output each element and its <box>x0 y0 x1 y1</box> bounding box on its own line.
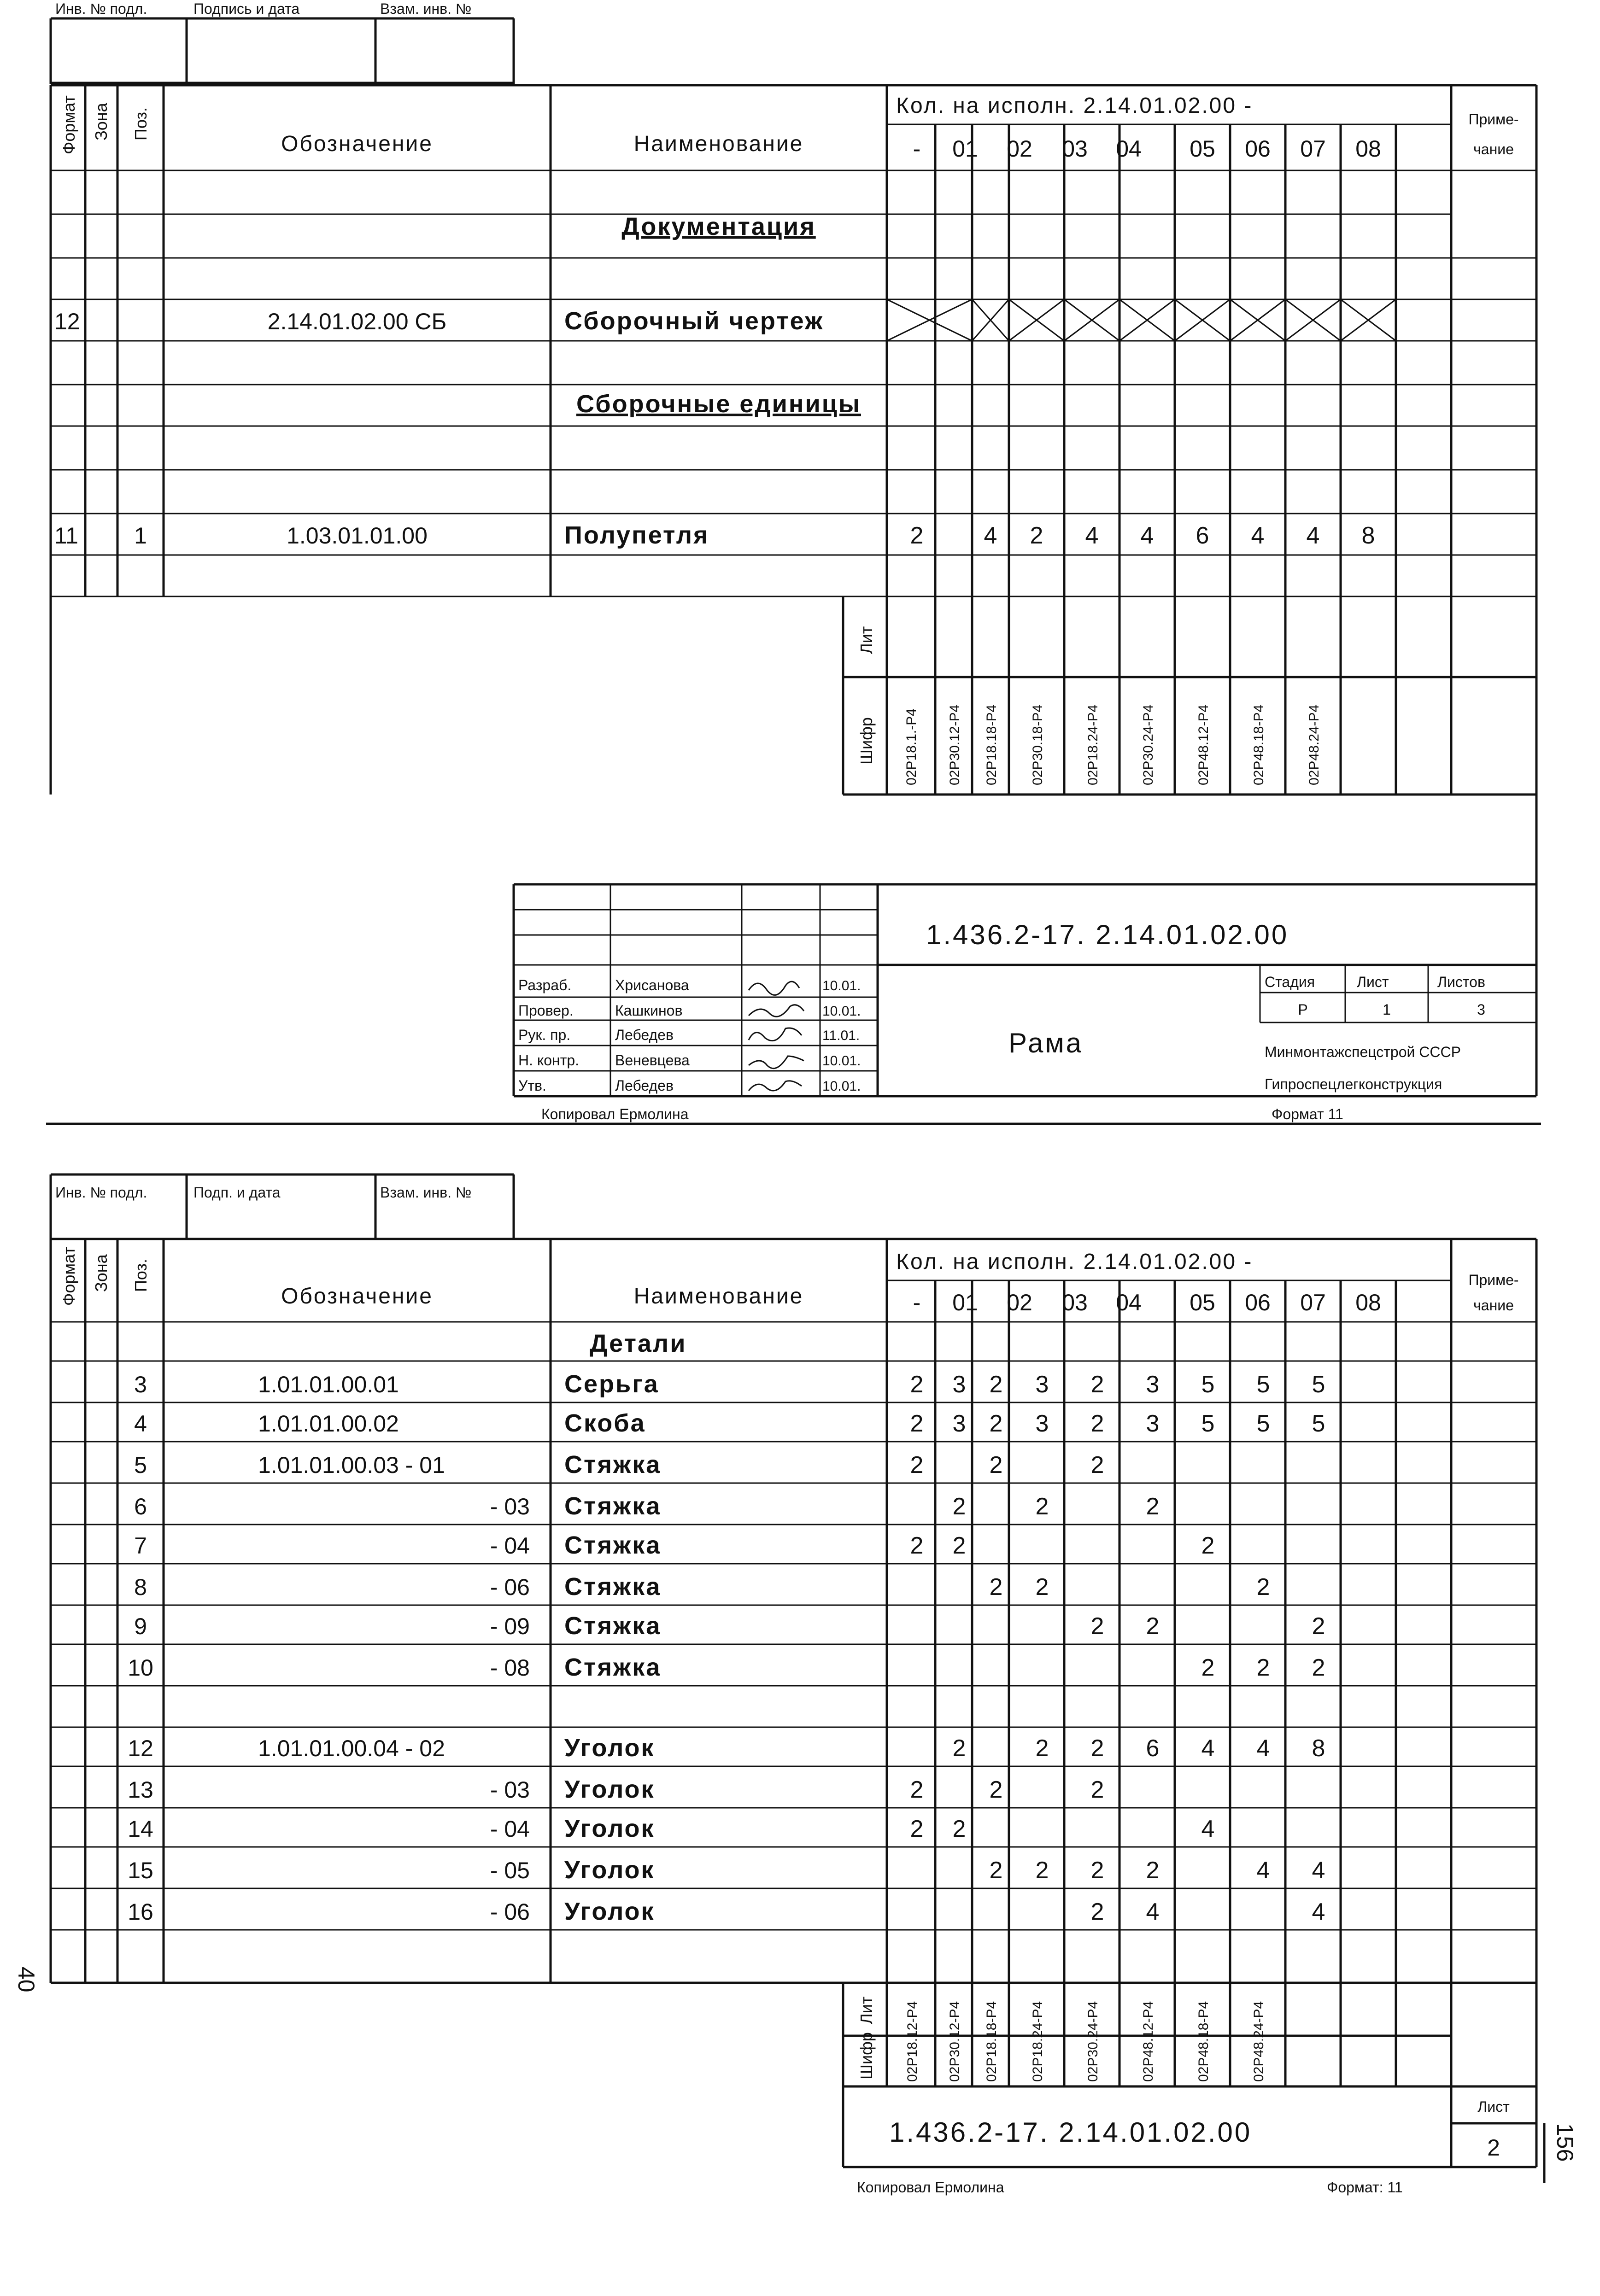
sheet-1 <box>46 0 1541 1124</box>
date-utv: 10.01. <box>822 1079 861 1094</box>
part-qty: 2 <box>1146 1857 1160 1884</box>
part-name: Стяжка <box>564 1573 662 1601</box>
assembly-qty-05: 6 <box>1196 522 1209 549</box>
variant-02: 02 <box>1007 136 1032 162</box>
hdr-zone: Зона <box>92 103 111 140</box>
assembly-qty-08: 8 <box>1361 522 1375 549</box>
page-number: 156 <box>1552 2123 1578 2162</box>
cipher-1-07: 02Р48.18-Р4 <box>1251 704 1266 785</box>
part-qty: 4 <box>1146 1899 1160 1925</box>
variant2-05: 05 <box>1190 1290 1215 1315</box>
doc-row <box>54 299 1396 341</box>
variant-08: 08 <box>1355 136 1381 162</box>
doc-row-format: 12 <box>54 309 80 334</box>
hdr-name: Наименование <box>633 132 804 156</box>
part-pos: 4 <box>134 1411 147 1437</box>
part-qty: 4 <box>1312 1857 1325 1884</box>
sheets-label: Листов <box>1437 974 1485 990</box>
role-utv: Утв. <box>518 1077 546 1094</box>
part-qty: 2 <box>1256 1574 1270 1601</box>
part-qty: 3 <box>952 1410 966 1437</box>
assembly-qty-06: 4 <box>1251 522 1265 549</box>
part-qty: 2 <box>1201 1532 1215 1559</box>
part-qty: 2 <box>910 1776 924 1803</box>
hdr2-zone: Зона <box>92 1254 111 1292</box>
hdr2-qty-title: Кол. на исполн. 2.14.01.02.00 - <box>896 1250 1253 1274</box>
part-qty: 2 <box>910 1452 924 1478</box>
hdr-note-1: Приме- <box>1468 111 1519 128</box>
cipher-1-05: 02Р30.24-Р4 <box>1141 704 1156 785</box>
title-block-1 <box>514 795 1536 1096</box>
part-pos: 16 <box>128 1899 153 1925</box>
part-qty: 3 <box>1146 1371 1160 1398</box>
cipher-1-03: 02Р30.18-Р4 <box>1030 704 1045 785</box>
part-pos: 8 <box>134 1574 147 1600</box>
part-qty: 2 <box>910 1532 924 1559</box>
variant-01: 01 <box>952 136 978 162</box>
cipher-2-02: 02Р18.18-Р4 <box>984 2001 999 2082</box>
part-qty: 2 <box>952 1816 966 1842</box>
hdr-designation: Обозначение <box>281 132 433 156</box>
title-name: Рама <box>1008 1028 1084 1058</box>
hdr2-pos: Поз. <box>131 1259 150 1292</box>
part-name: Уголок <box>564 1734 655 1762</box>
part-qty: 3 <box>1035 1410 1049 1437</box>
format-1: Формат 11 <box>1272 1106 1343 1122</box>
hdr2-note-2: чание <box>1473 1297 1514 1314</box>
part-qty: 2 <box>952 1735 966 1762</box>
date-razrab: 10.01. <box>822 978 861 993</box>
name-utv: Лебедев <box>615 1077 674 1094</box>
hdr-pos: Поз. <box>131 107 150 140</box>
parts-rows <box>128 1370 1325 1925</box>
spec-table-1 <box>51 85 1536 795</box>
name-prover: Кашкинов <box>615 1002 683 1019</box>
section-parts: Детали <box>590 1330 687 1357</box>
part-qty: 2 <box>1312 1613 1325 1640</box>
part-qty: 5 <box>1201 1371 1215 1398</box>
part-qty: 2 <box>1312 1654 1325 1681</box>
part-name: Стяжка <box>564 1451 662 1478</box>
variant2-04: 04 <box>1116 1290 1142 1315</box>
part-qty: 2 <box>910 1816 924 1842</box>
part-pos: 12 <box>128 1735 153 1761</box>
part-qty: 4 <box>1201 1735 1215 1762</box>
cipher-label-1: Шифр <box>857 717 876 765</box>
part-qty: 4 <box>1256 1735 1270 1762</box>
part-name: Уголок <box>564 1776 655 1803</box>
assembly-row-format: 11 <box>54 523 78 549</box>
role-prover: Провер. <box>518 1002 574 1019</box>
part-pos: 14 <box>128 1816 153 1842</box>
part-name: Стяжка <box>564 1612 662 1640</box>
part-designation: - 08 <box>490 1655 530 1681</box>
name-nkontr: Веневцева <box>615 1052 690 1069</box>
part-designation: - 05 <box>490 1858 530 1883</box>
part-qty: 2 <box>1090 1857 1104 1884</box>
section-documentation: Документация <box>621 213 816 240</box>
variant2-08: 08 <box>1355 1290 1381 1315</box>
part-designation: - 04 <box>490 1533 530 1559</box>
part-designation: 1.01.01.00.03 - 01 <box>258 1452 445 1478</box>
part-qty: 4 <box>1256 1857 1270 1884</box>
strip-vzam: Взам. инв. № <box>380 0 472 17</box>
part-qty: 2 <box>989 1574 1003 1601</box>
part-qty: 2 <box>952 1493 966 1520</box>
strip-inv: Инв. № подл. <box>55 0 147 17</box>
org-ministry: Минмонтажспецстрой СССР <box>1265 1044 1461 1060</box>
part-qty: 2 <box>1090 1410 1104 1437</box>
part-qty: 3 <box>1146 1410 1160 1437</box>
title-code: 1.436.2-17. 2.14.01.02.00 <box>926 919 1289 950</box>
part-qty: 2 <box>1256 1654 1270 1681</box>
part-qty: 5 <box>1256 1410 1270 1437</box>
sheet2-code: 1.436.2-17. 2.14.01.02.00 <box>889 2117 1252 2148</box>
variant-04: 04 <box>1116 136 1142 162</box>
role-ruk: Рук. пр. <box>518 1027 571 1043</box>
part-qty: 2 <box>1146 1613 1160 1640</box>
variant-03: 03 <box>1062 136 1088 162</box>
part-name: Стяжка <box>564 1531 662 1559</box>
cipher-2-base: 02Р18.12-Р4 <box>905 2001 920 2082</box>
part-name: Стяжка <box>564 1653 662 1681</box>
date-nkontr: 10.01. <box>822 1053 861 1069</box>
role-nkontr: Н. контр. <box>518 1052 580 1069</box>
part-qty: 2 <box>910 1410 924 1437</box>
variant-base: - <box>913 136 921 162</box>
table-header-2 <box>59 1247 1519 1315</box>
part-pos: 5 <box>134 1452 147 1478</box>
part-designation: 1.01.01.00.02 <box>258 1411 399 1437</box>
sheet2-number: 2 <box>1487 2135 1500 2161</box>
approval-strip-1 <box>51 0 514 83</box>
part-qty: 2 <box>952 1532 966 1559</box>
cipher-block-2 <box>51 1983 1536 2167</box>
part-pos: 10 <box>128 1655 153 1681</box>
part-qty: 2 <box>1035 1574 1049 1601</box>
part-qty: 3 <box>952 1371 966 1398</box>
sheet-value-1: 1 <box>1383 1001 1391 1018</box>
part-qty: 2 <box>989 1452 1003 1478</box>
role-razrab: Разраб. <box>518 977 572 993</box>
variant2-base: - <box>913 1290 921 1315</box>
variant-05: 05 <box>1190 136 1215 162</box>
part-designation: - 09 <box>490 1613 530 1639</box>
assembly-qty-base: 2 <box>910 522 924 549</box>
part-qty: 3 <box>1035 1371 1049 1398</box>
strip2-inv: Инв. № подл. <box>55 1184 147 1201</box>
part-qty: 6 <box>1146 1735 1160 1762</box>
doc-row-designation: 2.14.01.02.00 СБ <box>267 309 447 334</box>
part-qty: 5 <box>1201 1410 1215 1437</box>
part-qty: 2 <box>1090 1776 1104 1803</box>
part-qty: 2 <box>1035 1857 1049 1884</box>
assembly-row <box>54 521 1375 549</box>
variant2-07: 07 <box>1300 1290 1326 1315</box>
part-designation: - 06 <box>490 1899 530 1925</box>
part-qty: 2 <box>1090 1452 1104 1478</box>
cipher-1-08: 02Р48.24-Р4 <box>1307 704 1322 785</box>
assembly-qty-07: 4 <box>1306 522 1320 549</box>
cipher-1-04: 02Р18.24-Р4 <box>1085 704 1101 785</box>
part-qty: 2 <box>1035 1735 1049 1762</box>
part-pos: 7 <box>134 1533 147 1559</box>
hdr2-name: Наименование <box>633 1284 804 1309</box>
part-designation: 1.01.01.00.01 <box>258 1372 399 1397</box>
part-qty: 2 <box>1146 1493 1160 1520</box>
cipher-1-02: 02Р18.18-Р4 <box>984 704 999 785</box>
sheets-value: 3 <box>1477 1001 1485 1018</box>
margin-note: 40 <box>13 1967 39 1992</box>
part-designation: 1.01.01.00.04 - 02 <box>258 1735 445 1761</box>
assembly-qty-03: 4 <box>1085 522 1099 549</box>
part-designation: - 04 <box>490 1816 530 1842</box>
part-qty: 2 <box>1090 1735 1104 1762</box>
part-qty: 2 <box>989 1371 1003 1398</box>
sheet2-label: Лист <box>1477 2098 1510 2115</box>
sheet-2 <box>51 1174 1536 2196</box>
strip2-sign: Подп. и дата <box>193 1184 281 1201</box>
lit-label-1: Лит <box>857 626 876 654</box>
assembly-row-designation: 1.03.01.01.00 <box>287 523 428 549</box>
variant2-02: 02 <box>1007 1290 1032 1315</box>
part-qty: 2 <box>1090 1371 1104 1398</box>
part-pos: 3 <box>134 1372 147 1397</box>
part-qty: 2 <box>1090 1613 1104 1640</box>
hdr-note-2: чание <box>1473 141 1514 158</box>
variant2-06: 06 <box>1245 1290 1271 1315</box>
part-qty: 2 <box>1035 1493 1049 1520</box>
not-applicable-crosses <box>887 299 1396 341</box>
format-2: Формат: 11 <box>1327 2179 1403 2196</box>
hdr-qty-title: Кол. на исполн. 2.14.01.02.00 - <box>896 93 1253 118</box>
part-qty: 2 <box>989 1776 1003 1803</box>
assembly-row-pos: 1 <box>134 523 147 549</box>
part-qty: 4 <box>1312 1899 1325 1925</box>
sheet-label-1: Лист <box>1357 974 1389 990</box>
cipher-2-07: 02Р48.24-Р4 <box>1251 2001 1266 2082</box>
hdr-format: Формат <box>59 95 78 154</box>
part-pos: 6 <box>134 1494 147 1519</box>
part-qty: 2 <box>1201 1654 1215 1681</box>
lit-label-2: Лит <box>857 1996 876 2024</box>
variant-07: 07 <box>1300 136 1326 162</box>
part-designation: - 06 <box>490 1574 530 1600</box>
part-name: Уголок <box>564 1898 655 1925</box>
variant2-01: 01 <box>952 1290 978 1315</box>
part-name: Скоба <box>564 1409 646 1437</box>
part-qty: 5 <box>1312 1410 1325 1437</box>
part-qty: 2 <box>989 1857 1003 1884</box>
part-qty: 8 <box>1312 1735 1325 1762</box>
cipher-2-04: 02Р30.24-Р4 <box>1085 2001 1101 2082</box>
table-header-1 <box>59 93 1519 162</box>
part-qty: 5 <box>1312 1371 1325 1398</box>
stage-value: Р <box>1298 1001 1308 1018</box>
cipher-1-01: 02Р30.12-Р4 <box>947 704 962 785</box>
date-ruk: 11.01. <box>822 1028 860 1043</box>
part-qty: 4 <box>1201 1816 1215 1842</box>
strip-sign: Подпись и дата <box>193 0 300 17</box>
org-institute: Гипроспецлегконструкция <box>1265 1076 1442 1092</box>
cipher-1-base: 02Р18.1.-Р4 <box>904 708 919 785</box>
approval-strip-2 <box>51 1174 514 1239</box>
cipher-1-06: 02Р48.12-Р4 <box>1196 704 1211 785</box>
doc-row-name: Сборочный чертеж <box>564 307 824 335</box>
cipher-2-03: 02Р18.24-Р4 <box>1030 2001 1045 2082</box>
variant2-03: 03 <box>1062 1290 1088 1315</box>
cipher-block-1 <box>51 596 1536 795</box>
assembly-qty-04: 4 <box>1140 522 1154 549</box>
copied-by-2: Копировал Ермолина <box>857 2179 1004 2196</box>
part-qty: 2 <box>989 1410 1003 1437</box>
date-prover: 10.01. <box>822 1004 861 1019</box>
part-qty: 2 <box>910 1371 924 1398</box>
part-name: Уголок <box>564 1815 655 1842</box>
part-name: Стяжка <box>564 1492 662 1520</box>
part-designation: - 03 <box>490 1494 530 1519</box>
cipher-2-06: 02Р48.18-Р4 <box>1196 2001 1211 2082</box>
part-pos: 15 <box>128 1858 153 1883</box>
strip2-vzam: Взам. инв. № <box>380 1184 472 1201</box>
part-designation: - 03 <box>490 1777 530 1803</box>
name-ruk: Лебедев <box>615 1027 674 1043</box>
hdr2-designation: Обозначение <box>281 1284 433 1309</box>
cipher-2-05: 02Р48.12-Р4 <box>1141 2001 1156 2082</box>
variant-06: 06 <box>1245 136 1271 162</box>
name-razrab: Хрисанова <box>615 977 689 993</box>
cipher-label-2: Шифр <box>857 2032 876 2080</box>
part-qty: 2 <box>1090 1899 1104 1925</box>
part-pos: 9 <box>134 1613 147 1639</box>
part-name: Уголок <box>564 1856 655 1884</box>
section-assemblies: Сборочные единицы <box>576 390 861 418</box>
cipher-2-01: 02Р30.12-Р4 <box>947 2001 962 2082</box>
stage-label: Стадия <box>1265 974 1315 990</box>
part-name: Серьга <box>564 1370 659 1398</box>
part-pos: 13 <box>128 1777 153 1803</box>
assembly-qty-02: 2 <box>1030 522 1043 549</box>
signatures <box>749 981 804 1091</box>
part-qty: 5 <box>1256 1371 1270 1398</box>
hdr2-note-1: Приме- <box>1468 1272 1519 1288</box>
copied-by-1: Копировал Ермолина <box>541 1106 689 1122</box>
assembly-qty-01: 4 <box>984 522 997 549</box>
assembly-row-name: Полупетля <box>564 521 709 549</box>
hdr2-format: Формат <box>59 1247 78 1306</box>
